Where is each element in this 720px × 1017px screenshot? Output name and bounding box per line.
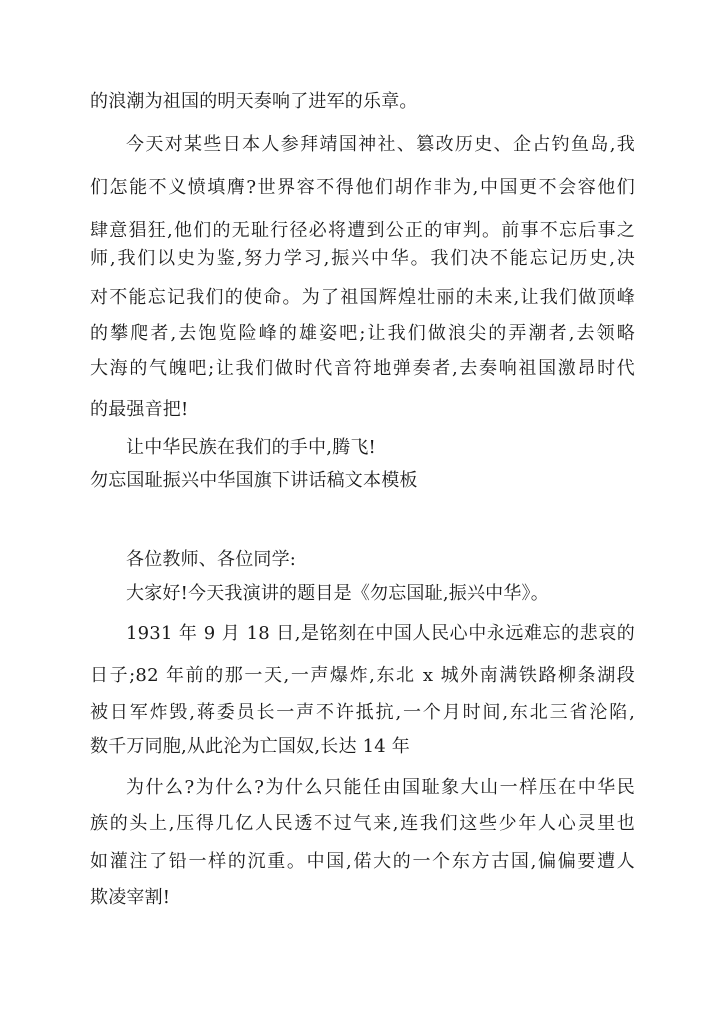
text-line-9: 的最强音把! (90, 399, 189, 420)
text-line-21: 欺凌宰割! (90, 887, 171, 908)
text-line-14: 1931 年 9 月 18 日,是铭刻在中国人民心中永远难忘的悲哀的 (126, 623, 635, 644)
text-line-18: 为什么?为什么?为什么只能任由国耻象大山一样压在中华民 (126, 777, 635, 798)
document-title: 勿忘国耻振兴中华国旗下讲话稿文本模板 (90, 470, 418, 491)
text-line-2: 今天对某些日本人参拜靖国神社、篡改历史、企占钓鱼岛,我 (126, 134, 635, 155)
text-line-17: 数千万同胞,从此沦为亡国奴,长达 14 年 (90, 736, 410, 757)
text-line-10: 让中华民族在我们的手中,腾飞! (126, 437, 376, 458)
text-line-6: 对不能忘记我们的使命。为了祖国辉煌壮丽的未来,让我们做顶峰 (90, 287, 635, 308)
text-line-4: 肆意猖狂,他们的无耻行径必将遭到公正的审判。前事不忘后事之 (90, 220, 635, 241)
text-line-16: 被日军炸毁,蒋委员长一声不许抵抗,一个月时间,东北三省沦陷, (90, 702, 635, 723)
text-line-20: 如灌注了铅一样的沉重。中国,偌大的一个东方古国,偏偏要遭人 (90, 851, 635, 872)
text-line-1: 的浪潮为祖国的明天奏响了进军的乐章。 (90, 91, 418, 112)
text-line-greeting: 大家好!今天我演讲的题目是《勿忘国耻,振兴中华》。 (126, 583, 549, 604)
text-line-8: 大海的气魄吧;让我们做时代音符地弹奏者,去奏响祖国激昂时代 (90, 358, 635, 379)
text-line-5: 师,我们以史为鉴,努力学习,振兴中华。我们决不能忘记历史,决 (90, 248, 635, 269)
salutation: 各位教师、各位同学: (126, 549, 297, 570)
text-line-7: 的攀爬者,去饱览险峰的雄姿吧;让我们做浪尖的弄潮者,去领略 (90, 323, 635, 344)
text-line-3: 们怎能不义愤填膺?世界容不得他们胡作非为,中国更不会容他们 (90, 177, 635, 198)
text-line-19: 族的头上,压得几亿人民透不过气来,连我们这些少年人心灵里也 (90, 813, 635, 834)
text-line-15: 日子;82 年前的那一天,一声爆炸,东北 x 城外南满铁路柳条湖段 (90, 665, 635, 686)
